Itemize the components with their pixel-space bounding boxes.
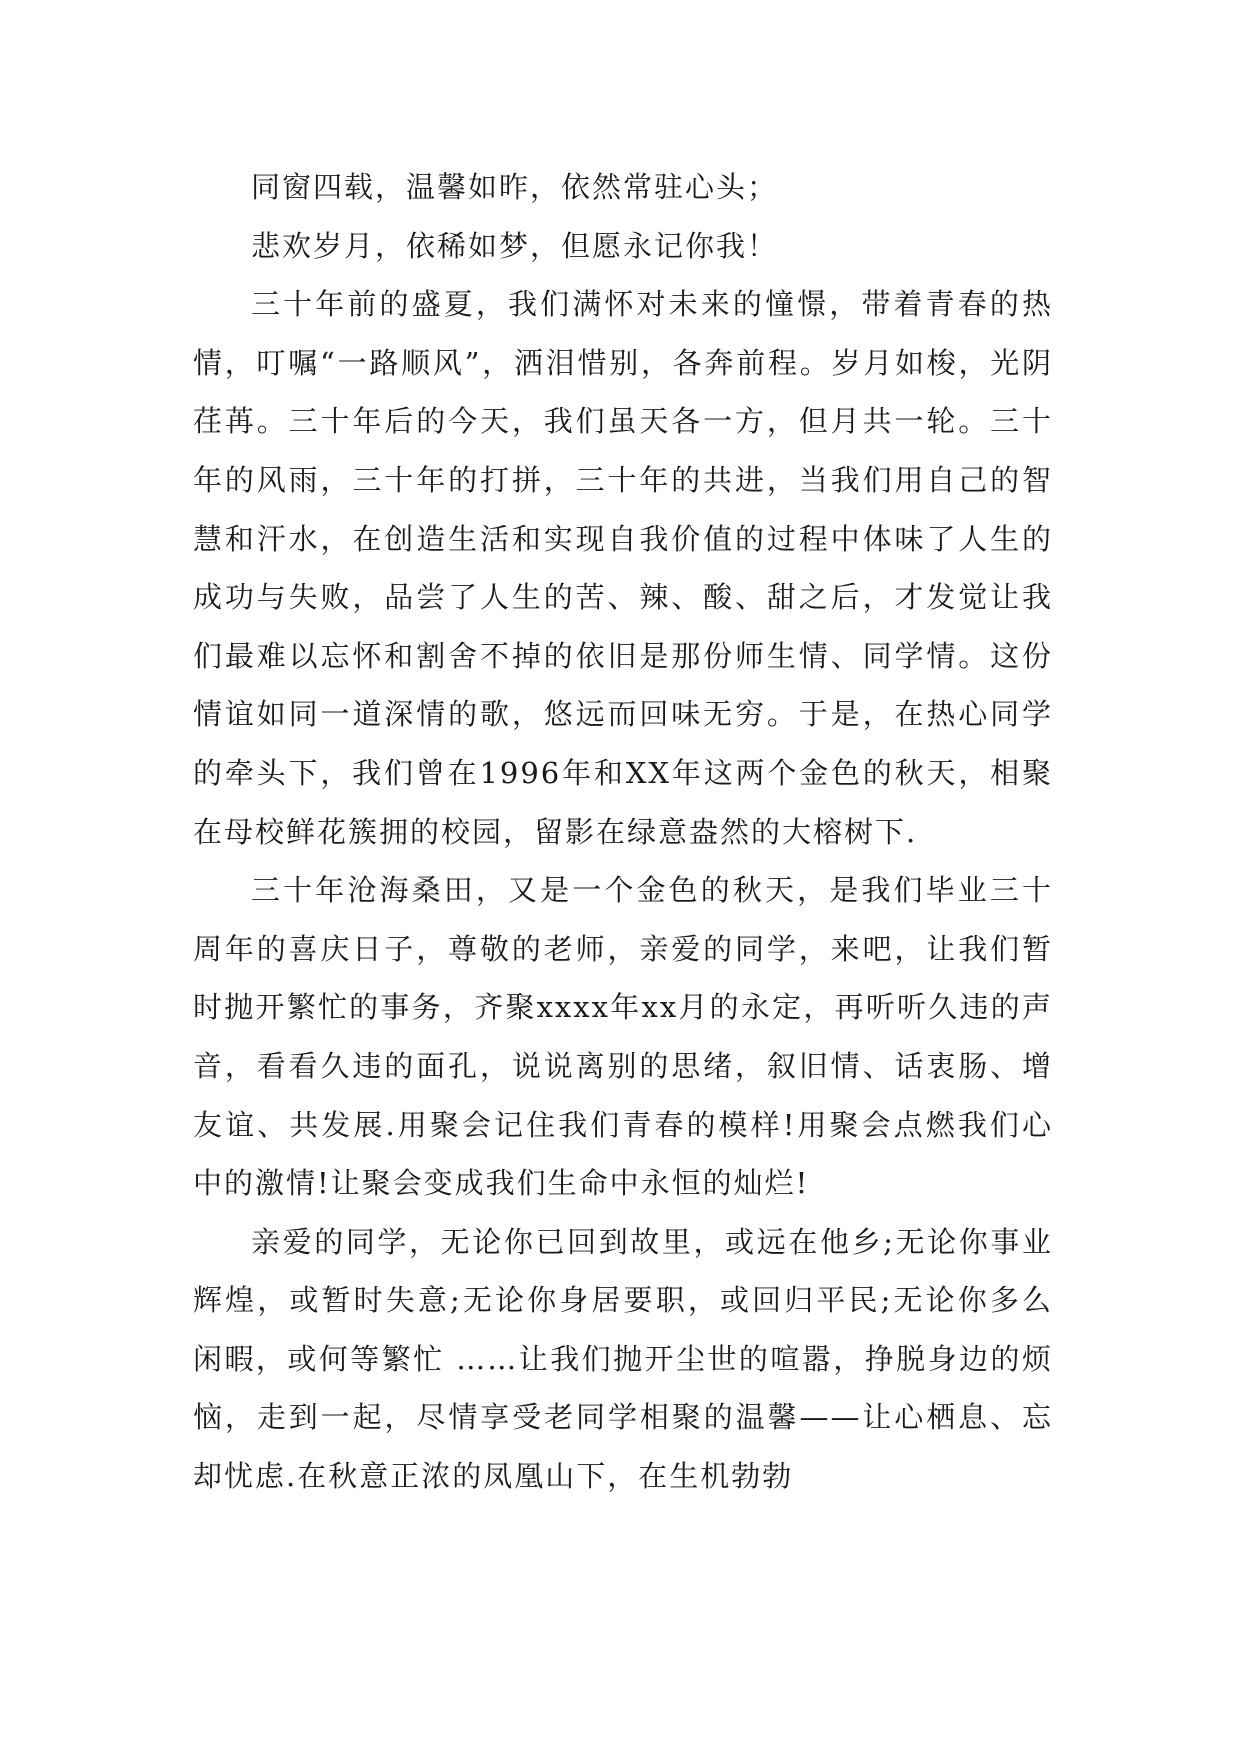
paragraph-3: 三十年前的盛夏，我们满怀对未来的憧憬，带着青春的热情，叮嘱“一路顺风”，洒泪惜别，各奔前程。岁月如梭，光阴荏苒。三十年后的今天，我们虽天各一方，但月共一轮。三十年的风雨，三十年的打拼，三十年的共进，当我们用自己的智慧和汗水，在创造生活和实现自我价值的过程中体味了人生的成功与失败，品尝了人生的苦、辣、酸、甜之后，才发觉让我们最难以忘怀和割舍不掉的依旧是那份师生情、同学情。这份情谊如同一道深情的歌，悠远而回味无穷。于是，在热心同学的牵头下，我们曾在1996年和XX年这两个金色的秋天，相聚在母校鲜花簇拥的校园，留影在绿意盎然的大榕树下. <box>193 287 1053 849</box>
paragraph-1: 同窗四载，温馨如昨，依然常驻心头； <box>251 170 779 204</box>
paragraph-5: 亲爱的同学，无论你已回到故里，或远在他乡;无论你事业辉煌，或暂时失意;无论你身居要职，或回归平民;无论你多么闲暇，或何等繁忙 ……让我们抛开尘世的喧嚣，挣脱身边的烦恼，走到一起，尽情享受老同学相聚的温馨——让心栖息、忘却忧虑.在秋意正浓的凤凰山下，在生机勃勃 <box>193 1224 1053 1494</box>
paragraph-4: 三十年沧海桑田，又是一个金色的秋天，是我们毕业三十周年的喜庆日子，尊敬的老师，亲爱的同学，来吧，让我们暂时抛开繁忙的事务，齐聚xxxx年xx月的永定，再听听久违的声音，看看久违的面孔，说说离别的思绪，叙旧情、话衷肠、增友谊、共发展.用聚会记住我们青春的模样!用聚会点燃我们心中的激情!让聚会变成我们生命中永恒的灿烂! <box>193 873 1053 1201</box>
document-body <box>193 158 1053 1506</box>
paragraph-2: 悲欢岁月，依稀如梦，但愿永记你我！ <box>251 228 779 263</box>
